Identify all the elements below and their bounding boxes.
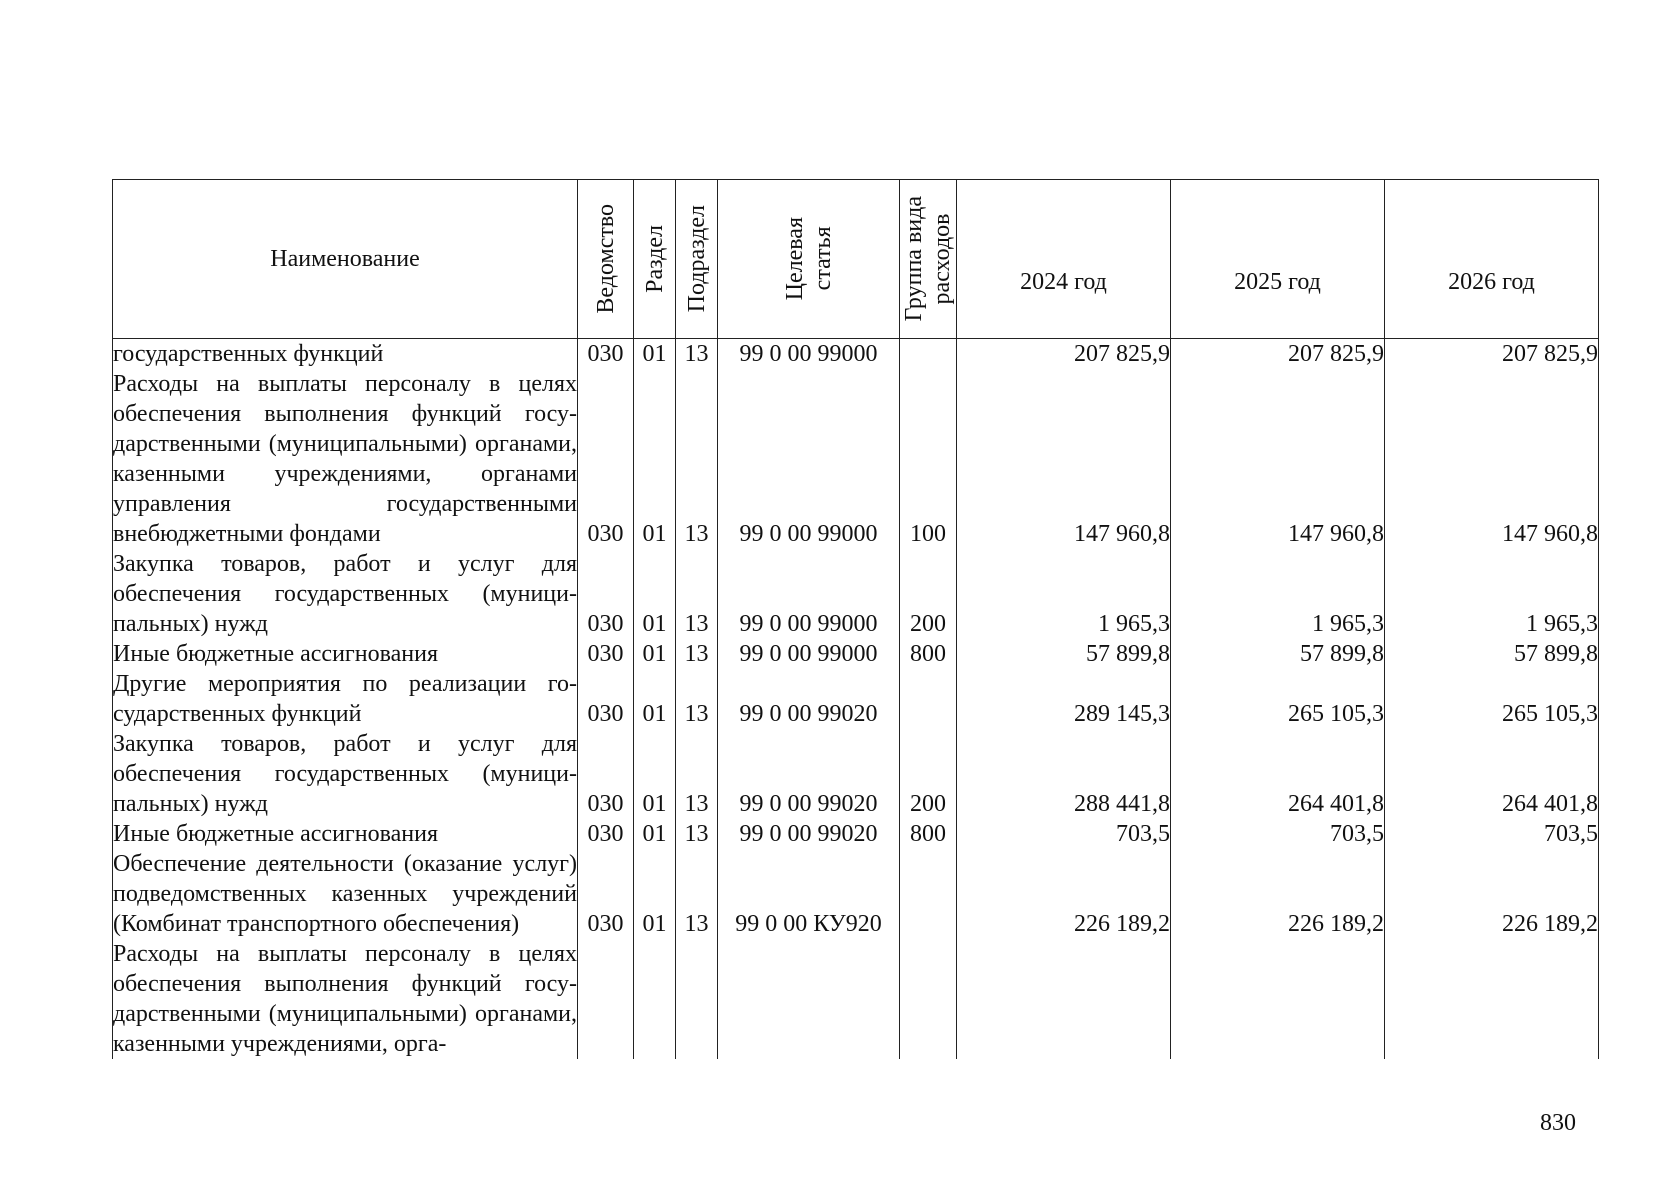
table-row bbox=[113, 369, 1599, 549]
cell-subsection bbox=[676, 939, 718, 1059]
budget-table bbox=[112, 179, 1599, 1059]
cell-exp-group: 800 bbox=[900, 819, 957, 849]
header-exp-group: Группа вида расходов bbox=[900, 180, 957, 339]
cell-dept: 030 bbox=[578, 369, 634, 549]
cell-section: 01 bbox=[634, 639, 676, 669]
cell-target: 99 0 00 99000 bbox=[718, 549, 900, 639]
cell-y2025: 207 825,9 bbox=[1171, 339, 1385, 370]
table-row bbox=[113, 819, 1599, 849]
cell-dept: 030 bbox=[578, 549, 634, 639]
cell-y2024: 226 189,2 bbox=[957, 849, 1171, 939]
cell-dept: 030 bbox=[578, 339, 634, 370]
cell-target bbox=[718, 939, 900, 1059]
cell-y2026: 57 899,8 bbox=[1385, 639, 1599, 669]
header-target: Целевая статья bbox=[718, 180, 900, 339]
cell-subsection: 13 bbox=[676, 729, 718, 819]
cell-subsection: 13 bbox=[676, 369, 718, 549]
cell-name: Другие мероприятия по реализации государственных функций bbox=[113, 671, 577, 727]
cell-section: 01 bbox=[634, 339, 676, 370]
cell-subsection: 13 bbox=[676, 339, 718, 370]
cell-exp-group: 800 bbox=[900, 639, 957, 669]
table-row bbox=[113, 549, 1599, 639]
cell-target: 99 0 00 99000 bbox=[718, 639, 900, 669]
cell-y2025: 147 960,8 bbox=[1171, 369, 1385, 549]
cell-name: Расходы на выплаты персоналу в целях обеспечения выполнения функций государственными (муниципальными) органами, казенными учреждениями, орга- bbox=[113, 941, 577, 1057]
cell-dept: 030 bbox=[578, 729, 634, 819]
table-row bbox=[113, 639, 1599, 669]
cell-section: 01 bbox=[634, 669, 676, 729]
cell-name: государственных функций bbox=[113, 339, 578, 370]
cell-exp-group bbox=[900, 849, 957, 939]
header-row bbox=[113, 180, 1599, 339]
cell-dept: 030 bbox=[578, 669, 634, 729]
cell-section bbox=[634, 939, 676, 1059]
cell-y2024: 147 960,8 bbox=[957, 369, 1171, 549]
header-subsection: Подраздел bbox=[676, 180, 718, 339]
cell-y2026: 265 105,3 bbox=[1385, 669, 1599, 729]
cell-y2024: 289 145,3 bbox=[957, 669, 1171, 729]
table-body bbox=[113, 339, 1599, 1060]
cell-y2026: 226 189,2 bbox=[1385, 849, 1599, 939]
table-row bbox=[113, 729, 1599, 819]
header-dept: Ведомство bbox=[578, 180, 634, 339]
cell-exp-group bbox=[900, 339, 957, 370]
cell-subsection: 13 bbox=[676, 639, 718, 669]
cell-section: 01 bbox=[634, 849, 676, 939]
cell-subsection: 13 bbox=[676, 549, 718, 639]
cell-y2025: 265 105,3 bbox=[1171, 669, 1385, 729]
cell-y2025: 226 189,2 bbox=[1171, 849, 1385, 939]
cell-section: 01 bbox=[634, 729, 676, 819]
cell-y2025: 1 965,3 bbox=[1171, 549, 1385, 639]
cell-exp-group bbox=[900, 669, 957, 729]
page-number: 830 bbox=[1540, 1110, 1576, 1136]
cell-target: 99 0 00 99020 bbox=[718, 819, 900, 849]
cell-dept: 030 bbox=[578, 819, 634, 849]
header-2025: 2025 год bbox=[1171, 180, 1385, 339]
cell-name: Иные бюджетные ассигнования bbox=[113, 819, 578, 849]
cell-section: 01 bbox=[634, 819, 676, 849]
cell-subsection: 13 bbox=[676, 669, 718, 729]
cell-name: Обеспечение деятельности (оказание услуг) подведомственных казенных учреждений (Комбинат транспортного обеспечения) bbox=[113, 851, 577, 937]
header-2026: 2026 год bbox=[1385, 180, 1599, 339]
table-row bbox=[113, 849, 1599, 939]
table-row bbox=[113, 339, 1599, 370]
cell-section: 01 bbox=[634, 549, 676, 639]
cell-target: 99 0 00 99020 bbox=[718, 669, 900, 729]
cell-exp-group: 100 bbox=[900, 369, 957, 549]
cell-y2025: 57 899,8 bbox=[1171, 639, 1385, 669]
cell-subsection: 13 bbox=[676, 819, 718, 849]
cell-y2025: 703,5 bbox=[1171, 819, 1385, 849]
cell-y2024: 288 441,8 bbox=[957, 729, 1171, 819]
cell-target: 99 0 00 99000 bbox=[718, 369, 900, 549]
table-row bbox=[113, 939, 1599, 1059]
cell-exp-group: 200 bbox=[900, 549, 957, 639]
cell-y2024: 1 965,3 bbox=[957, 549, 1171, 639]
cell-name: Иные бюджетные ассигнования bbox=[113, 639, 578, 669]
cell-name: Закупка товаров, работ и услуг для обеспечения государственных (муниципальных) нужд bbox=[113, 551, 577, 637]
cell-y2026: 703,5 bbox=[1385, 819, 1599, 849]
header-section: Раздел bbox=[634, 180, 676, 339]
cell-y2025: 264 401,8 bbox=[1171, 729, 1385, 819]
cell-y2024: 207 825,9 bbox=[957, 339, 1171, 370]
cell-y2024 bbox=[957, 939, 1171, 1059]
cell-section: 01 bbox=[634, 369, 676, 549]
cell-y2025 bbox=[1171, 939, 1385, 1059]
cell-y2024: 57 899,8 bbox=[957, 639, 1171, 669]
cell-name: Расходы на выплаты персоналу в целях обеспечения выполнения функций государственными (муниципальными) органами, казенными учреждениями, органами управления государственными внебюджетными фондами bbox=[113, 371, 577, 547]
cell-exp-group bbox=[900, 939, 957, 1059]
cell-dept: 030 bbox=[578, 639, 634, 669]
cell-y2026: 264 401,8 bbox=[1385, 729, 1599, 819]
table-row bbox=[113, 669, 1599, 729]
cell-y2026 bbox=[1385, 939, 1599, 1059]
cell-subsection: 13 bbox=[676, 849, 718, 939]
header-2024: 2024 год bbox=[957, 180, 1171, 339]
cell-y2026: 147 960,8 bbox=[1385, 369, 1599, 549]
cell-name: Закупка товаров, работ и услуг для обеспечения государственных (муниципальных) нужд bbox=[113, 731, 577, 817]
cell-y2026: 1 965,3 bbox=[1385, 549, 1599, 639]
cell-y2024: 703,5 bbox=[957, 819, 1171, 849]
cell-dept: 030 bbox=[578, 849, 634, 939]
header-name: Наименование bbox=[113, 180, 578, 339]
cell-exp-group: 200 bbox=[900, 729, 957, 819]
cell-dept bbox=[578, 939, 634, 1059]
cell-y2026: 207 825,9 bbox=[1385, 339, 1599, 370]
cell-target: 99 0 00 КУ920 bbox=[718, 849, 900, 939]
cell-target: 99 0 00 99020 bbox=[718, 729, 900, 819]
cell-target: 99 0 00 99000 bbox=[718, 339, 900, 370]
